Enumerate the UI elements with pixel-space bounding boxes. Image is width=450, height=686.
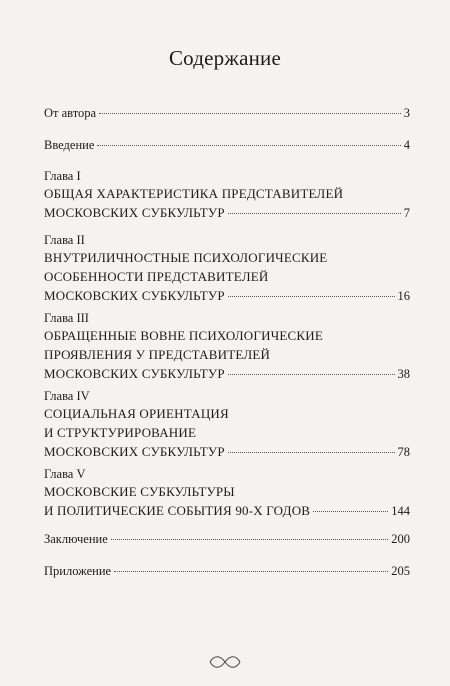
dot-leader xyxy=(228,213,401,214)
chapter-label: Глава III xyxy=(44,311,89,325)
chapter-title-line: МОСКОВСКИЕ СУБКУЛЬТУРЫ xyxy=(44,484,235,499)
chapter-title-line: ВНУТРИЛИЧНОСТНЫЕ ПСИХОЛОГИЧЕСКИЕ xyxy=(44,250,328,265)
chapter-label: Глава V xyxy=(44,467,86,481)
toc-page-number: 205 xyxy=(391,564,410,578)
chapter-label: Глава I xyxy=(44,169,81,183)
toc-entry-text: Приложение xyxy=(44,564,112,578)
chapter-title-line: МОСКОВСКИХ СУБКУЛЬТУР xyxy=(44,366,225,381)
dot-leader xyxy=(114,571,388,572)
chapter-title-line: МОСКОВСКИХ СУБКУЛЬТУР xyxy=(44,288,225,303)
toc-entry-appendix[interactable] xyxy=(44,562,410,580)
toc-page-number: 78 xyxy=(397,445,410,459)
chapter-title-line: МОСКОВСКИХ СУБКУЛЬТУР xyxy=(44,444,225,459)
toc-entry-text: От автора xyxy=(44,106,97,120)
toc-entry-chapter-3[interactable] xyxy=(44,310,410,383)
toc-entry-chapter-5[interactable] xyxy=(44,466,410,520)
toc-entry-chapter-2[interactable] xyxy=(44,232,410,305)
dot-leader xyxy=(228,452,395,453)
chapter-label: Глава IV xyxy=(44,389,90,403)
chapter-title-line: ОБРАЩЕННЫЕ ВОВНЕ ПСИХОЛОГИЧЕСКИЕ xyxy=(44,328,323,343)
chapter-title-line: И СТРУКТУРИРОВАНИЕ xyxy=(44,425,197,440)
chapter-title-line: ОСОБЕННОСТИ ПРЕДСТАВИТЕЛЕЙ xyxy=(44,269,269,284)
toc-entry-chapter-4[interactable] xyxy=(44,388,410,461)
toc-entry-text: Заключение xyxy=(44,532,108,546)
chapter-title-line: СОЦИАЛЬНАЯ ОРИЕНТАЦИЯ xyxy=(44,406,229,421)
chapter-title-line: МОСКОВСКИХ СУБКУЛЬТУР xyxy=(44,205,225,220)
chapter-title-line: И ПОЛИТИЧЕСКИЕ СОБЫТИЯ 90-Х ГОДОВ xyxy=(44,503,311,518)
page-title: Содержание xyxy=(168,46,282,70)
toc-page-number: 16 xyxy=(397,289,410,303)
toc-page-number: 4 xyxy=(403,138,410,152)
chapter-title-line: ПРОЯВЛЕНИЯ У ПРЕДСТАВИТЕЛЕЙ xyxy=(44,347,271,362)
dot-leader xyxy=(111,539,389,540)
toc-entry-conclusion[interactable] xyxy=(44,530,410,548)
dot-leader xyxy=(99,113,401,114)
folio-ornament-icon xyxy=(208,654,242,670)
toc-page-number: 200 xyxy=(391,532,410,546)
toc-page-number: 3 xyxy=(403,106,410,120)
dot-leader xyxy=(228,296,395,297)
toc-entry-chapter-1[interactable] xyxy=(44,168,410,222)
chapter-title-line: ОБЩАЯ ХАРАКТЕРИСТИКА ПРЕДСТАВИТЕЛЕЙ xyxy=(44,186,344,201)
toc-page-number: 144 xyxy=(391,504,410,518)
dot-leader xyxy=(313,511,388,512)
toc-entry-text: Введение xyxy=(44,138,95,152)
dot-leader xyxy=(228,374,395,375)
toc-entry-introduction[interactable] xyxy=(44,136,410,154)
chapter-label: Глава II xyxy=(44,233,85,247)
toc-page-number: 7 xyxy=(403,206,410,220)
toc-page-number: 38 xyxy=(397,367,410,381)
toc-entry-from-author[interactable] xyxy=(44,104,410,122)
dot-leader xyxy=(97,145,400,146)
